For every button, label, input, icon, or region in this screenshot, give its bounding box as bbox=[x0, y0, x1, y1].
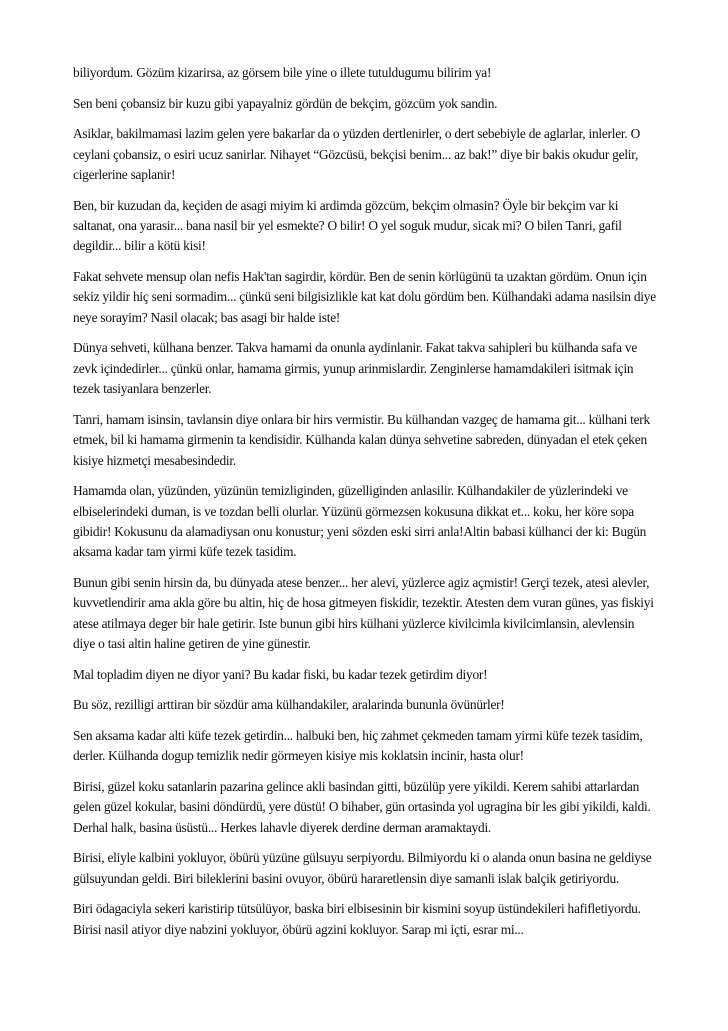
document-page bbox=[73, 63, 659, 950]
paragraph-7: Tanri, hamam isinsin, tavlansin diye onlara bir hirs vermistir. Bu külhandan vazgeç de hamama git... külhani terk etmek, bil ki hamama girmenin ta kendisidir. Külhanda kalan dünya sehvetine sabreden, dünyadan el etek çeken kisiye hizmetçi mesabesindedir. bbox=[73, 411, 650, 468]
paragraph-4: Ben, bir kuzudan da, keçiden de asagi miyim ki ardimda gözcüm, bekçim olmasin? Öyle bir bekçim var ki saltanat, ona yarasir... bana nasil bir yel esmekte? O bilir! O yel soguk mudur, sicak mi? O bilen Tanri, gafil degildir... bilir a kötü kisi! bbox=[73, 197, 622, 254]
paragraph-2: Sen beni çobansiz bir kuzu gibi yapayalniz gördün de bekçim, gözcüm yok sandin. bbox=[73, 95, 498, 111]
paragraph-1: biliyordum. Gözüm kizarirsa, az görsem bile yine o illete tutuldugumu bilirim ya! bbox=[73, 65, 492, 80]
paragraph-5: Fakat sehvete mensup olan nefis Hak'tan sagirdir, kördür. Ben de senin körlügünü ta uzaktan gördüm. Onun için sekiz yildir hiç seni sormadim... çünkü seni bilgisizlikle kat kat dolu gördüm ben. Külhandaki adama nasilsin diye neye sorayim? Nasil olacak; bas asagi bir halde iste! bbox=[73, 269, 656, 325]
paragraph-8: Hamamda olan, yüzünden, yüzünün temizliginden, güzelliginden anlasilir. Külhandakiler de yüzlerindeki ve elbiselerindeki duman, is ve tozdan belli olurlar. Yüzünü görmezsen kokusuna dikkat et... koku, her köre sopa gibidir! Kokusunu da alamadiysan onu konustur; yeni sözden eski sirri anla!Altin babasi külhanci der ki: Bugün aksama kadar tam yirmi küfe tezek tasidim. bbox=[73, 483, 647, 560]
paragraph-12: Sen aksama kadar alti küfe tezek getirdin... halbuki ben, hiç zahmet çekmeden tamam yirmi küfe tezek tasidim, derler. Külhanda dogup temizlik nedir görmeyen kisiye mis koklatsin incinir, hasta olur! bbox=[73, 728, 643, 764]
paragraph-13: Birisi, güzel koku satanlarin pazarina gelince akli basindan gitti, büzülüp yere yikildi. Kerem sahibi attarlardan gelen güzel kokular, basini döndürdü, yere düstü! O bihaber, gün ortasinda yol ugragina bir les gibi yikildi, kaldi. Derhal halk, basina üsüstü... Herkes lahavle diyerek derdine derman aramaktaydi. bbox=[73, 779, 651, 835]
paragraph-11: Bu söz, rezilligi arttiran bir sözdür ama külhandakiler, aralarinda bununla övünürler! bbox=[73, 697, 505, 713]
paragraph-6: Dünya sehveti, külhana benzer. Takva hamami da onunla aydinlanir. Fakat takva sahipleri bu külhanda safa ve zevk içindedirler... çünkü onlar, hamama girmis, yunup arinmislardir. Zenginlerse hamamdakileri isitmak için tezek tasiyanlara benzerler. bbox=[73, 340, 638, 397]
paragraph-10: Mal topladim diyen ne diyor yani? Bu kadar fiski, bu kadar tezek getirdim diyor! bbox=[73, 666, 488, 682]
paragraph-15: Biri ödagaciyla sekeri karistirip tütsülüyor, baska biri elbisesinin bir kismini soyup üstündekileri hafifletiyordu. Birisi nasil atiyor diye nabzini yokluyor, öbürü agzini kokluyor. Sarap mi içti, esrar mi... bbox=[73, 901, 641, 937]
paragraph-9: Bunun gibi senin hirsin da, bu dünyada atese benzer... her alevi, yüzlerce agiz açmistir! Gerçi tezek, atesi alevler, kuvvetlendirir ama akla göre bu altin, hiç de hosa gitmeyen fiskidir, tezektir. Atesten dem vuran günes, yas fiskiyi atese atilmaya deger bir hale getirir. Iste bunun gibi hirs külhani yüzlerce kivilcimla kivilcimlansin, alevlensin diye o tasi altin haline getiren de yine günestir. bbox=[73, 575, 654, 652]
paragraph-14: Birisi, eliyle kalbini yokluyor, öbürü yüzüne gülsuyu serpiyordu. Bilmiyordu ki o alanda onun basina ne geldiyse gülsuyundan geldi. Biri bileklerini basini ovuyor, öbürü hararetlensin diye samanli islak balçik getiriyordu. bbox=[73, 850, 652, 886]
paragraph-3: Asiklar, bakilmamasi lazim gelen yere bakarlar da o yüzden dertlenirler, o dert sebebiyle de aglarlar, inlerler. O ceylani çobansiz, o esiri ucuz sanirlar. Nihayet “Gözcüsü, bekçisi benim... az bak!” diye bir bakis okudur gelir, cigerlerine saplanir! bbox=[73, 126, 641, 182]
